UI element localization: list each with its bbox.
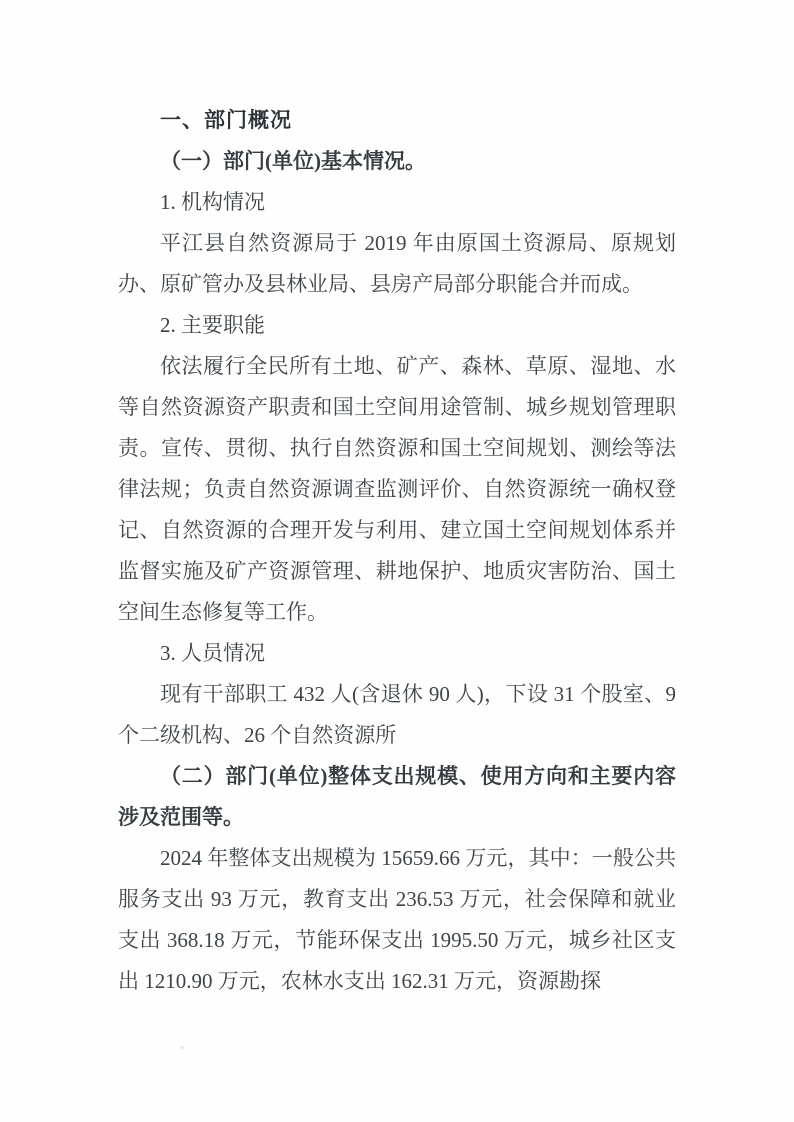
- item-heading-institution: 1. 机构情况: [160, 190, 265, 214]
- item-heading-main-functions: 2. 主要职能: [160, 313, 265, 337]
- paragraph-expenditure-breakdown: 2024 年整体支出规模为 15659.66 万元，其中：一般公共服务支出 93 万元，教育支出 236.53 万元，社会保障和就业支出 368.18 万元，节能环保支出 1995.50 万元，城乡社区支出 1210.90 万元，农林水支出 162.31 万元，资源勘探: [118, 846, 676, 993]
- item-heading-personnel: 3. 人员情况: [160, 641, 265, 665]
- document-content: [118, 100, 676, 1002]
- subsection-heading-expenditure-scale: （二）部门(单位)整体支出规模、使用方向和主要内容涉及范围等。: [118, 764, 676, 829]
- paragraph-personnel: 现有干部职工 432 人(含退休 90 人)，下设 31 个股室、9 个二级机构、26 个自然资源所: [118, 682, 676, 747]
- scan-speck-artifact: [180, 1046, 184, 1049]
- paragraph-main-functions: 依法履行全民所有土地、矿产、森林、草原、湿地、水等自然资源资产职责和国土空间用途管制、城乡规划管理职责。宣传、贯彻、执行自然资源和国土空间规划、测绘等法律法规；负责自然资源调查监测评价、自然资源统一确权登记、自然资源的合理开发与利用、建立国土空间规划体系并监督实施及矿产资源管理、耕地保护、地质灾害防治、国土空间生态修复等工作。: [118, 354, 676, 624]
- section-heading-overview: 一、部门概况: [160, 109, 292, 132]
- paragraph-institution-history: 平江县自然资源局于 2019 年由原国土资源局、原规划办、原矿管办及县林业局、县房产局部分职能合并而成。: [118, 231, 676, 296]
- subsection-heading-basic-info: （一）部门(单位)基本情况。: [160, 149, 426, 173]
